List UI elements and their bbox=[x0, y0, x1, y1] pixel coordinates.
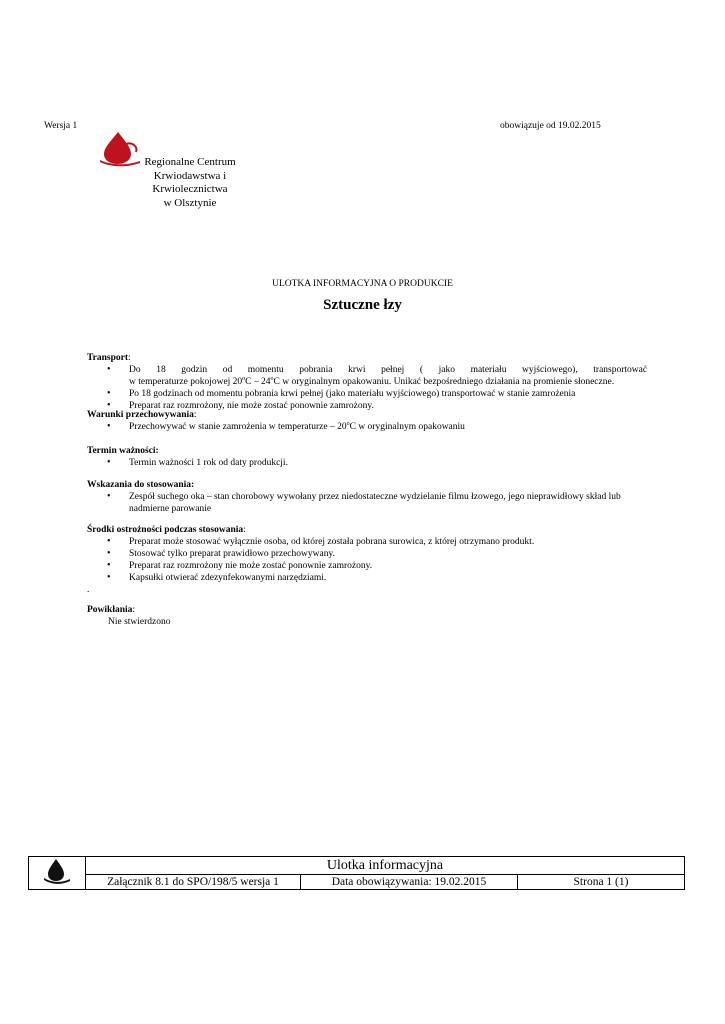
precautions-item: • Preparat raz rozmrożony nie może zostać ponownie zamrożony. bbox=[87, 560, 647, 572]
complications-heading: Powikłania bbox=[87, 605, 133, 615]
expiry-heading: Termin ważności: bbox=[87, 446, 159, 456]
indications-item-1: • Zespół suchego oka – stan chorobowy wywołany przez niedostateczne wydzielanie filmu łzowego, jego nieprawidłowy skład lub nadmierne parowanie bbox=[87, 491, 647, 515]
precautions-heading: Środki ostrożności podczas stosowania bbox=[87, 525, 244, 535]
valid-from-label: obowiązuje od 19.02.2015 bbox=[500, 121, 601, 131]
precautions-item: • Kapsułki otwierać zdezynfekowanymi narzędziami. bbox=[87, 572, 647, 584]
transport-section: Transport: • Do 18 godzin od momentu pobrania krwi pełnej ( jako materiału wyjściowego), transportować w temperaturze pokojowej 20$^o$C – 24$^o$C w oryginalnym opakowaniu. Unikać bezpośredniego działania na promienie słoneczne. • Po 18 godzinach od momentu pobrania krwi pełnej (jako materiału wyjściowego) transportować w stanie zamrożenia • Preparat raz rozmrożony, nie może zostać ponownie zamrożony. bbox=[87, 352, 647, 412]
storage-section: Warunki przechowywania: • Przechowywać w stanie zamrożenia w temperaturze – 20$^o$C w oryginalnym opakowaniu bbox=[87, 409, 647, 433]
footer-title: Ulotka informacyjna bbox=[86, 857, 685, 875]
storage-heading: Warunki przechowywania bbox=[87, 410, 194, 420]
document-subtitle: ULOTKA INFORMACYJNA O PRODUKCIE bbox=[272, 279, 453, 289]
document-title: Sztuczne łzy bbox=[323, 297, 402, 313]
footer-table bbox=[28, 856, 685, 890]
complications-section: Powikłania: Nie stwierdzono bbox=[87, 604, 647, 628]
org-name-line3: w Olsztynie bbox=[163, 196, 217, 209]
indications-section bbox=[87, 479, 647, 515]
precautions-item: • Stosować tylko preparat prawidłowo przechowywany. bbox=[87, 548, 647, 560]
storage-item-1: • Przechowywać w stanie zamrożenia w temperaturze – 20$^o$C w oryginalnym opakowaniu bbox=[87, 421, 647, 433]
transport-item-1: • Do 18 godzin od momentu pobrania krwi pełnej ( jako materiału wyjściowego), transportować w temperaturze pokojowej 20$^o$C – 24$^o$C w oryginalnym opakowaniu. Unikać bezpośredniego działania na promienie słoneczne. bbox=[87, 364, 647, 388]
footer-page: Strona 1 (1) bbox=[518, 875, 685, 890]
footer-logo-cell bbox=[29, 857, 86, 890]
org-name-line1: Regionalne Centrum bbox=[144, 156, 236, 168]
transport-item-3: • Preparat raz rozmrożony, nie może zostać ponownie zamrożony. bbox=[87, 400, 647, 412]
indications-heading: Wskazania do stosowania: bbox=[87, 480, 195, 490]
footer-valid-date: Data obowiązywania: 19.02.2015 bbox=[301, 875, 518, 890]
org-name-line2: Krwiodawstwa i Krwiolecznictwa bbox=[152, 169, 228, 195]
expiry-section bbox=[87, 445, 647, 469]
footer-annex: Załącznik 8.1 do SPO/198/5 wersja 1 bbox=[86, 875, 301, 890]
footer-logo-icon bbox=[42, 871, 72, 888]
precautions-section: Środki ostrożności podczas stosowania: • Preparat może stosować wyłącznie osoba, od której została pobrana surowica, z której otrzymano produkt. • Stosować tylko preparat prawidłowo przechowywany. • Preparat raz rozmrożony nie może zostać ponownie zamrożony. • Kapsułki otwierać zdezynfekowanymi narzędziami. . bbox=[87, 524, 647, 596]
complications-text: Nie stwierdzono bbox=[108, 617, 171, 627]
transport-item-2: • Po 18 godzinach od momentu pobrania krwi pełnej (jako materiału wyjściowego) transportować w stanie zamrożenia bbox=[87, 388, 647, 400]
precautions-item: • Preparat może stosować wyłącznie osoba, od której została pobrana surowica, z której otrzymano produkt. bbox=[87, 536, 647, 548]
transport-heading: Transport bbox=[87, 353, 128, 363]
expiry-item-1: • Termin ważności 1 rok od daty produkcji. bbox=[87, 457, 647, 469]
version-label: Wersja 1 bbox=[44, 121, 78, 131]
trailing-dot: . bbox=[87, 585, 90, 595]
